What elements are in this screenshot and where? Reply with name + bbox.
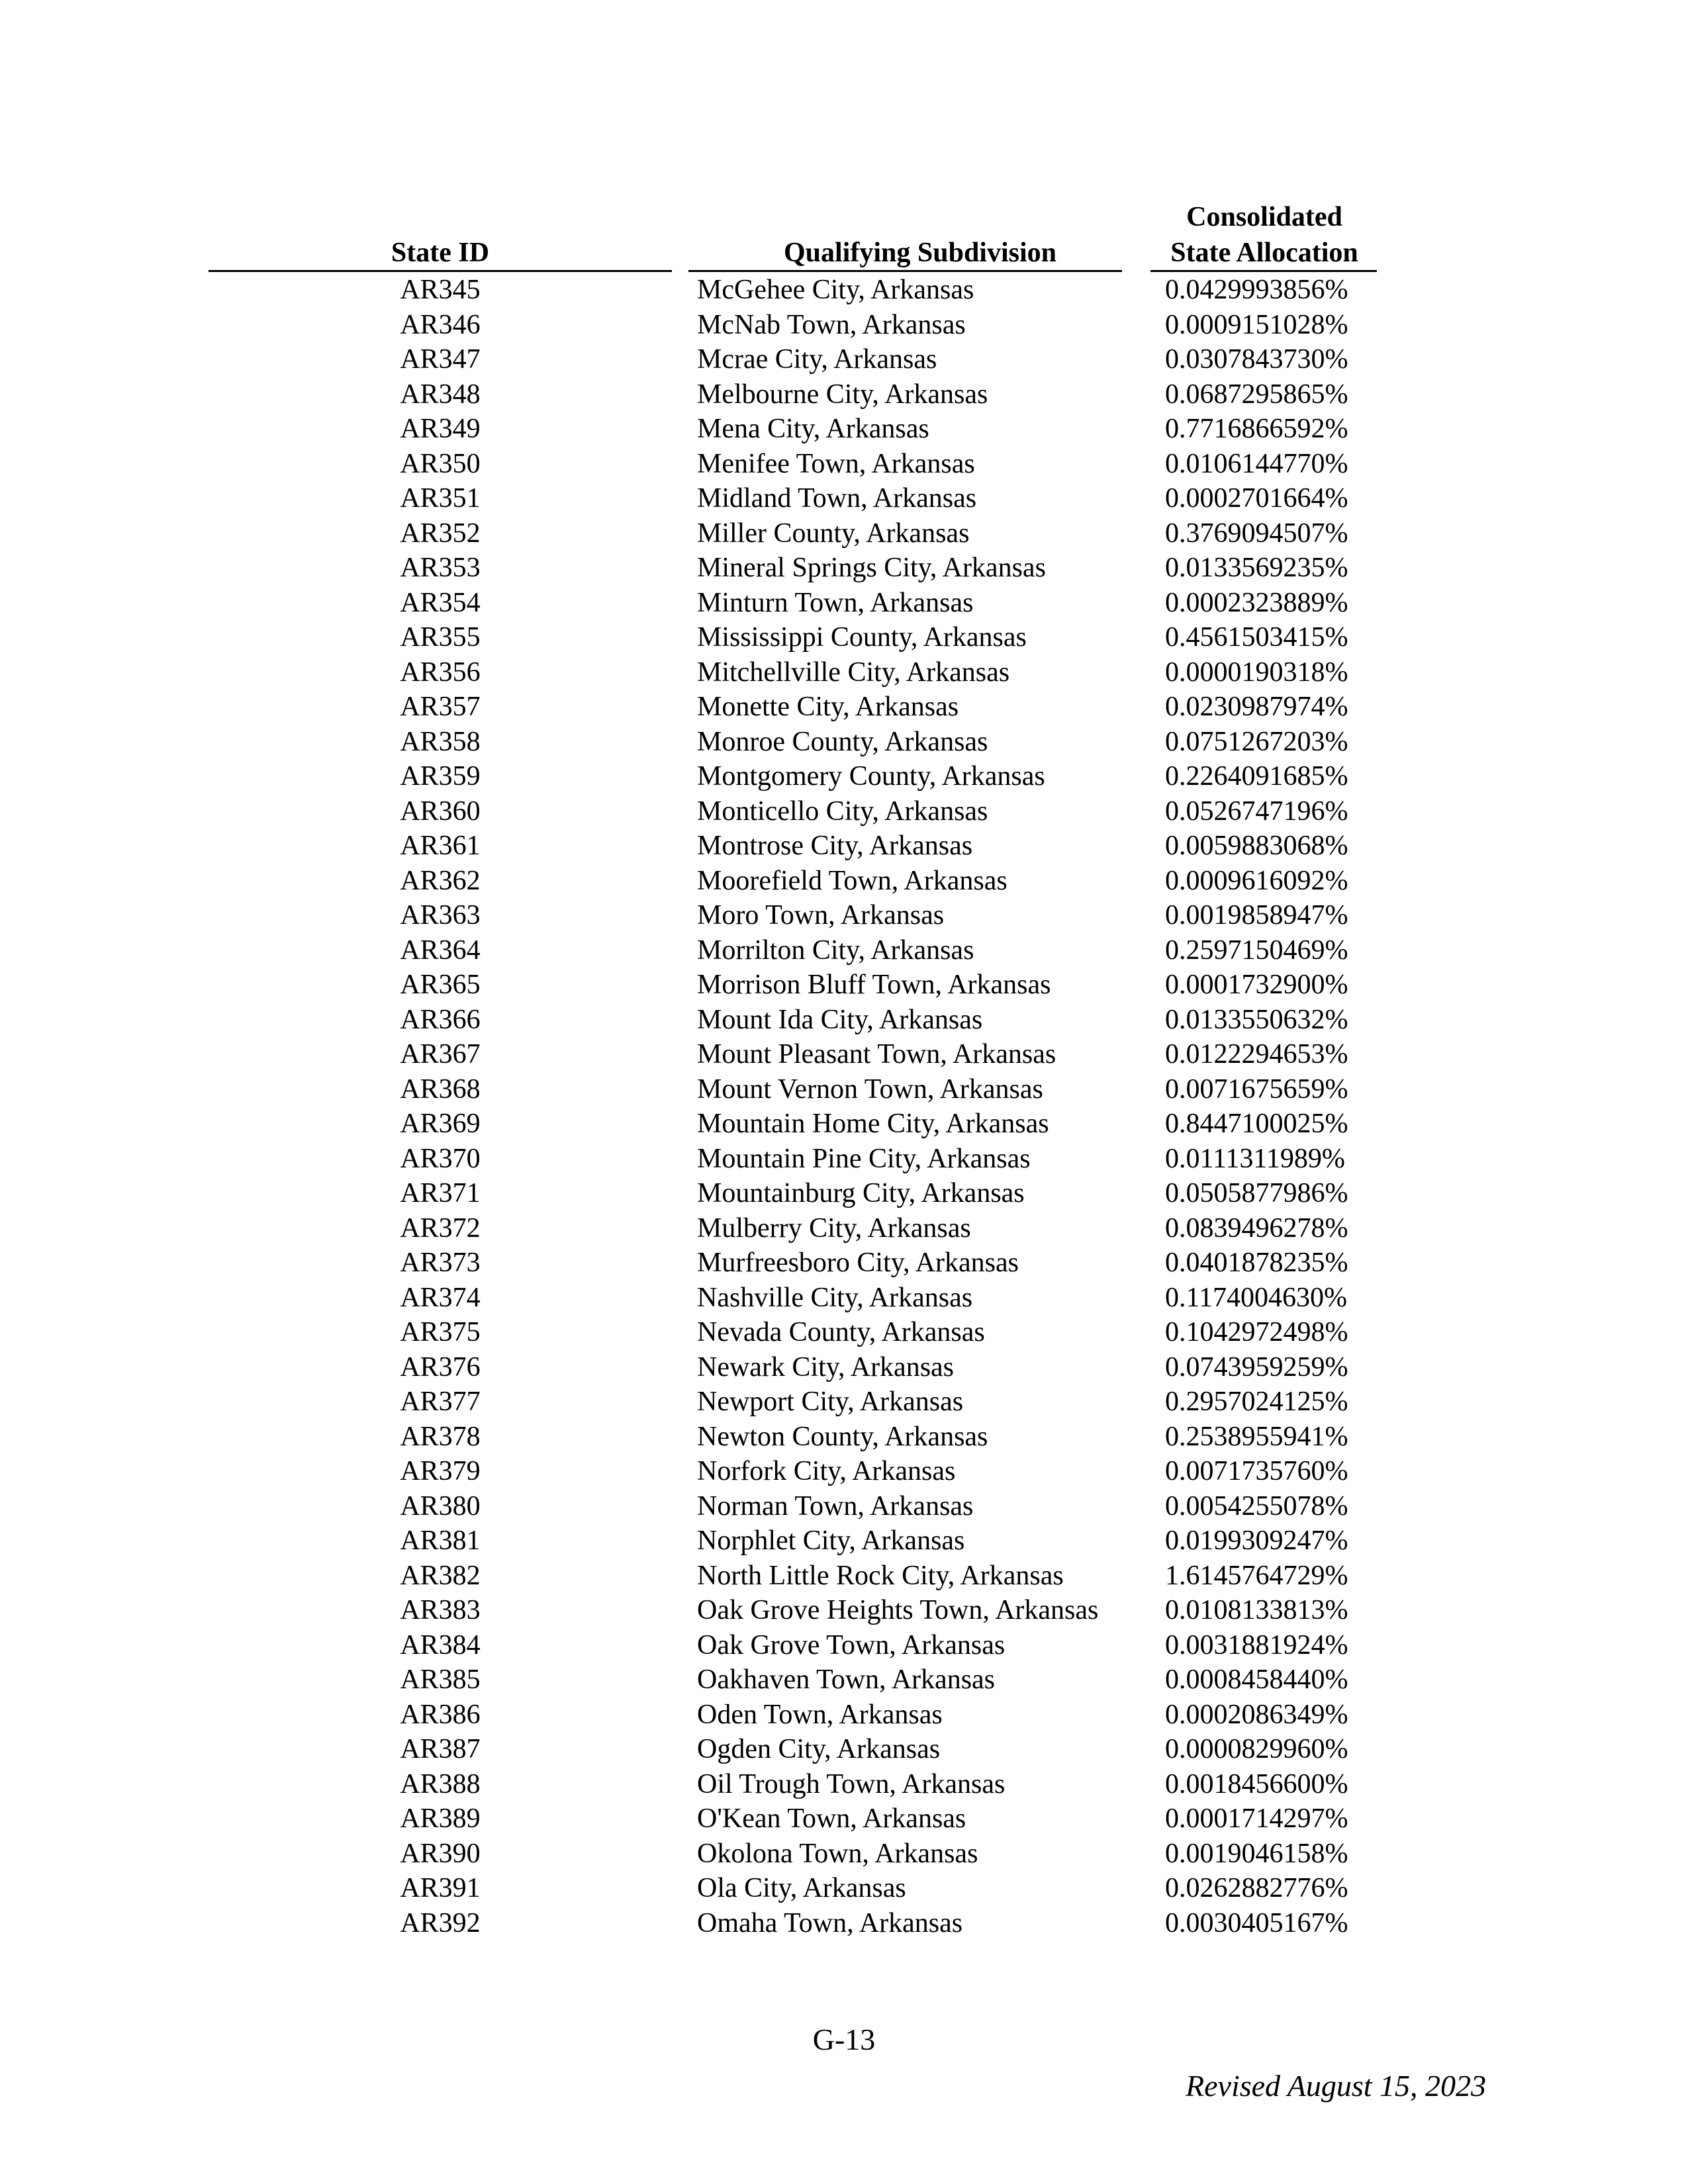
table-row [0,377,1688,412]
header-allocation-line-2: State Allocation [1170,238,1358,268]
subdivision-cell: Miller County, Arkansas [697,518,970,549]
header-consolidated-state-allocation [1152,199,1377,271]
state-id-cell: AR362 [400,865,481,896]
table-row [0,1315,1688,1350]
subdivision-cell: Monticello City, Arkansas [697,796,988,827]
table-row [0,1142,1688,1177]
allocation-cell: 0.2597150469% [1165,934,1348,966]
subdivision-cell: McNab Town, Arkansas [697,309,966,340]
state-id-cell: AR351 [400,483,481,514]
subdivision-cell: Norman Town, Arkansas [697,1490,974,1522]
table-row [0,1281,1688,1316]
table-row [0,898,1688,933]
state-id-cell: AR359 [400,761,481,792]
state-id-cell: AR388 [400,1768,481,1799]
subdivision-cell: Mountain Home City, Arkansas [697,1109,1049,1139]
subdivision-cell: Menifee Town, Arkansas [697,448,975,479]
table-row [0,1107,1688,1142]
state-id-cell: AR369 [400,1109,481,1139]
table-row [0,1350,1688,1385]
state-id-cell: AR361 [400,831,481,861]
allocation-cell: 0.0008458440% [1165,1664,1348,1695]
table-row [0,1767,1688,1802]
subdivision-cell: Newport City, Arkansas [697,1387,964,1417]
subdivision-cell: Mount Pleasant Town, Arkansas [697,1039,1056,1069]
table-row [0,551,1688,586]
table-row [0,725,1688,760]
allocation-cell: 0.0839496278% [1165,1212,1348,1244]
state-id-cell: AR346 [400,309,481,340]
header-rule-allocation [1150,270,1377,272]
state-id-cell: AR356 [400,657,481,688]
allocation-cell: 0.0001732900% [1165,970,1348,1000]
subdivision-cell: Norphlet City, Arkansas [697,1525,965,1556]
subdivision-cell: Monroe County, Arkansas [697,726,988,757]
subdivision-cell: Mineral Springs City, Arkansas [697,553,1046,583]
allocation-cell: 0.2264091685% [1165,761,1348,792]
subdivision-cell: Newark City, Arkansas [697,1351,955,1383]
state-id-cell: AR347 [400,344,481,375]
allocation-cell: 0.0401878235% [1165,1248,1348,1278]
table-row [0,1524,1688,1559]
table-row [0,864,1688,899]
allocation-cell: 0.0002086349% [1165,1699,1348,1730]
state-id-cell: AR367 [400,1039,481,1069]
table-row [0,1211,1688,1246]
subdivision-cell: Murfreesboro City, Arkansas [697,1248,1019,1278]
allocation-cell: 0.0133569235% [1165,553,1348,583]
subdivision-cell: Morrison Bluff Town, Arkansas [697,970,1051,1000]
state-id-cell: AR378 [400,1421,481,1452]
subdivision-cell: Montgomery County, Arkansas [697,761,1045,792]
table-row [0,1420,1688,1455]
table-row [0,1246,1688,1281]
allocation-cell: 0.0019046158% [1165,1838,1348,1869]
page-number: G-13 [812,2023,876,2056]
state-id-cell: AR386 [400,1699,481,1730]
table-row [0,516,1688,551]
allocation-cell: 1.6145764729% [1165,1560,1348,1591]
state-id-cell: AR365 [400,970,481,1000]
table-row [0,342,1688,377]
state-id-cell: AR375 [400,1317,481,1347]
allocation-cell: 0.1174004630% [1165,1282,1347,1313]
subdivision-cell: Nevada County, Arkansas [697,1317,985,1347]
subdivision-cell: Omaha Town, Arkansas [697,1907,963,1938]
allocation-cell: 0.0030405167% [1165,1907,1348,1938]
state-id-cell: AR348 [400,379,481,410]
subdivision-cell: Ola City, Arkansas [697,1873,906,1903]
allocation-cell: 0.0106144770% [1165,448,1348,479]
state-id-cell: AR383 [400,1595,481,1625]
state-id-cell: AR390 [400,1838,481,1869]
state-id-cell: AR381 [400,1525,481,1556]
table-row [0,273,1688,308]
state-id-cell: AR352 [400,518,481,549]
allocation-cell: 0.0133550632% [1165,1004,1348,1035]
state-id-cell: AR373 [400,1248,481,1278]
state-id-cell: AR377 [400,1387,481,1417]
state-id-cell: AR358 [400,726,481,757]
subdivision-cell: Mcrae City, Arkansas [697,344,937,375]
allocation-cell: 0.2538955941% [1165,1421,1348,1452]
state-id-cell: AR380 [400,1490,481,1522]
allocation-cell: 0.0000829960% [1165,1734,1348,1764]
subdivision-cell: Mountainburg City, Arkansas [697,1178,1025,1208]
state-id-cell: AR363 [400,900,481,931]
subdivision-cell: Oak Grove Heights Town, Arkansas [697,1595,1099,1625]
allocation-cell: 0.0071735760% [1165,1456,1348,1486]
subdivision-cell: Mount Ida City, Arkansas [697,1004,983,1035]
allocation-cell: 0.0009616092% [1165,865,1348,896]
state-id-cell: AR389 [400,1803,481,1834]
state-id-cell: AR384 [400,1629,481,1661]
subdivision-cell: Moorefield Town, Arkansas [697,865,1008,896]
table-row [0,1072,1688,1107]
allocation-cell: 0.0009151028% [1165,309,1348,340]
subdivision-cell: North Little Rock City, Arkansas [697,1560,1064,1591]
table-row [0,412,1688,447]
state-id-cell: AR366 [400,1004,481,1035]
header-allocation-line-1: Consolidated [1186,202,1342,232]
table-row [0,1385,1688,1420]
allocation-cell: 0.0002323889% [1165,587,1348,618]
table-row [0,1037,1688,1072]
table-row [0,1698,1688,1733]
allocation-cell: 0.0108133813% [1165,1595,1348,1625]
subdivision-cell: Ogden City, Arkansas [697,1734,941,1764]
allocation-cell: 0.0262882776% [1165,1873,1348,1903]
table-row [0,447,1688,482]
allocation-cell: 0.0230987974% [1165,692,1348,722]
subdivision-cell: Oakhaven Town, Arkansas [697,1664,996,1695]
table-row [0,1662,1688,1698]
subdivision-cell: Melbourne City, Arkansas [697,379,988,410]
allocation-cell: 0.0307843730% [1165,344,1348,375]
table-row [0,1871,1688,1906]
state-id-cell: AR387 [400,1734,481,1764]
table-row [0,1559,1688,1594]
allocation-cell: 0.0002701664% [1165,483,1348,514]
subdivision-cell: Newton County, Arkansas [697,1421,988,1452]
header-qualifying-subdivision: Qualifying Subdivision [783,238,1057,268]
subdivision-cell: Morrilton City, Arkansas [697,934,974,966]
allocation-cell: 0.0429993856% [1165,275,1348,305]
subdivision-cell: Mulberry City, Arkansas [697,1212,971,1244]
allocation-cell: 0.0018456600% [1165,1768,1348,1799]
allocation-cell: 0.1042972498% [1165,1317,1348,1347]
allocation-cell: 0.0059883068% [1165,831,1348,861]
allocation-cell: 0.0687295865% [1165,379,1348,410]
subdivision-cell: Midland Town, Arkansas [697,483,977,514]
table-row [0,1176,1688,1211]
state-id-cell: AR379 [400,1456,481,1486]
allocation-cell: 0.0001714297% [1165,1803,1348,1834]
table-row [0,690,1688,725]
state-id-cell: AR385 [400,1664,481,1695]
table-row [0,481,1688,516]
table-row [0,1837,1688,1872]
header-state-id: State ID [391,238,490,268]
table-row [0,620,1688,655]
subdivision-cell: McGehee City, Arkansas [697,275,974,305]
allocation-cell: 0.0111311989% [1165,1143,1345,1174]
table-row [0,308,1688,343]
state-id-cell: AR349 [400,414,481,444]
subdivision-cell: Monette City, Arkansas [697,692,959,722]
allocation-cell: 0.0122294653% [1165,1039,1348,1069]
state-id-cell: AR357 [400,692,481,722]
allocation-cell: 0.0054255078% [1165,1490,1348,1522]
state-id-cell: AR350 [400,448,481,479]
allocation-cell: 0.0505877986% [1165,1178,1348,1208]
subdivision-cell: Mountain Pine City, Arkansas [697,1143,1031,1174]
revised-date: Revised August 15, 2023 [1186,2069,1486,2103]
table-row [0,586,1688,621]
allocation-table-body [0,273,1688,1940]
allocation-cell: 0.3769094507% [1165,518,1348,549]
allocation-cell: 0.7716866592% [1165,414,1348,444]
subdivision-cell: Nashville City, Arkansas [697,1282,973,1313]
subdivision-cell: Okolona Town, Arkansas [697,1838,978,1869]
subdivision-cell: Oden Town, Arkansas [697,1699,943,1730]
allocation-cell: 0.4561503415% [1165,622,1348,653]
table-row [0,759,1688,794]
allocation-cell: 0.0019858947% [1165,900,1348,931]
allocation-cell: 0.2957024125% [1165,1387,1348,1417]
state-id-cell: AR360 [400,796,481,827]
state-id-cell: AR391 [400,1873,481,1903]
state-id-cell: AR345 [400,275,481,305]
state-id-cell: AR368 [400,1073,481,1105]
state-id-cell: AR353 [400,553,481,583]
table-row [0,1489,1688,1524]
state-id-cell: AR370 [400,1143,481,1174]
subdivision-cell: Mitchellville City, Arkansas [697,657,1010,688]
state-id-cell: AR364 [400,934,481,966]
table-row [0,1593,1688,1628]
subdivision-cell: O'Kean Town, Arkansas [697,1803,966,1834]
table-row [0,1732,1688,1767]
allocation-cell: 0.0031881924% [1165,1629,1348,1661]
allocation-cell: 0.0199309247% [1165,1525,1348,1556]
table-row [0,829,1688,864]
table-row [0,655,1688,690]
state-id-cell: AR392 [400,1907,481,1938]
subdivision-cell: Oak Grove Town, Arkansas [697,1629,1006,1661]
subdivision-cell: Mena City, Arkansas [697,414,929,444]
state-id-cell: AR372 [400,1212,481,1244]
allocation-cell: 0.8447100025% [1165,1109,1348,1139]
subdivision-cell: Montrose City, Arkansas [697,831,973,861]
table-row [0,1003,1688,1038]
subdivision-cell: Mount Vernon Town, Arkansas [697,1073,1043,1105]
table-row [0,1454,1688,1489]
allocation-cell: 0.0071675659% [1165,1073,1348,1105]
allocation-cell: 0.0000190318% [1165,657,1348,688]
table-row [0,1628,1688,1663]
allocation-cell: 0.0751267203% [1165,726,1348,757]
state-id-cell: AR382 [400,1560,481,1591]
table-row [0,794,1688,829]
table-row [0,1906,1688,1941]
state-id-cell: AR355 [400,622,481,653]
allocation-cell: 0.0743959259% [1165,1351,1348,1383]
state-id-cell: AR376 [400,1351,481,1383]
table-row [0,968,1688,1003]
state-id-cell: AR374 [400,1282,481,1313]
subdivision-cell: Minturn Town, Arkansas [697,587,974,618]
allocation-cell: 0.0526747196% [1165,796,1348,827]
header-rule-subdivision [688,270,1122,272]
subdivision-cell: Oil Trough Town, Arkansas [697,1768,1006,1799]
table-row [0,1801,1688,1837]
subdivision-cell: Mississippi County, Arkansas [697,622,1027,653]
header-rule-state-id [209,270,672,272]
table-row [0,933,1688,968]
state-id-cell: AR371 [400,1178,481,1208]
subdivision-cell: Moro Town, Arkansas [697,900,945,931]
state-id-cell: AR354 [400,587,481,618]
subdivision-cell: Norfork City, Arkansas [697,1456,956,1486]
